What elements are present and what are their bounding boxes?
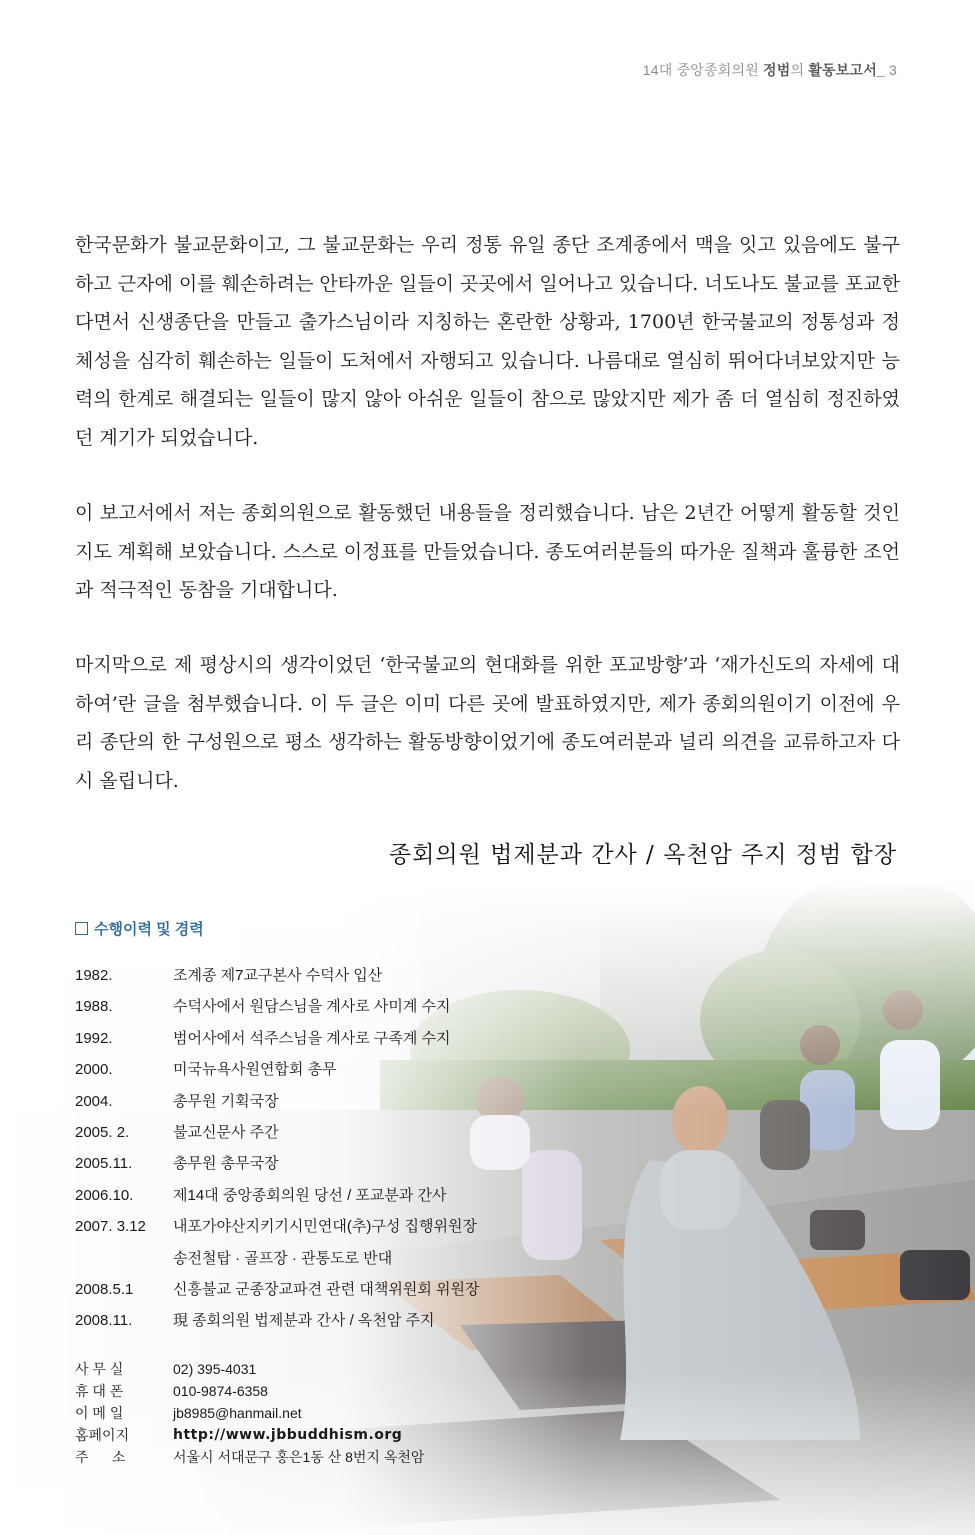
office-phone: 02) 395-4031 <box>173 1361 257 1377</box>
career-row <box>75 1211 479 1242</box>
career-row <box>75 1148 479 1179</box>
career-row <box>75 960 479 991</box>
career-year: 2004. <box>75 1092 113 1110</box>
contact-row-mobile <box>75 1380 424 1402</box>
contact-row-homepage <box>75 1424 424 1446</box>
career-row <box>75 1054 479 1085</box>
career-year: 2008.11. <box>75 1312 133 1330</box>
section-title <box>75 918 204 939</box>
career-year <box>75 1243 173 1274</box>
career-year: 2005.11. <box>75 1155 133 1173</box>
contact-label: 이 메 일 <box>75 1405 124 1421</box>
career-year: 1992. <box>75 1029 113 1047</box>
career-row <box>75 1117 479 1148</box>
career-row <box>75 1023 479 1054</box>
career-year: 2008.5.1 <box>75 1280 134 1298</box>
page-header <box>643 60 897 80</box>
email-link[interactable]: jb8985@hanmail.net <box>173 1405 302 1421</box>
paragraph-3: 마지막으로 제 평상시의 생각이었던 ‘한국불교의 현대화를 위한 포교방향’과 ‘재가신도의 자세에 대하여’란 글을 첨부했습니다. 이 두 글은 이미 다른 곳에 발표하였지만, 제가 종회의원이기 이전에 우리 종단의 한 구성원으로 평소 생각하는 활동방향이었기에 종도여러분과 널리 의견을 교류하고자 다시 올립니다. <box>75 654 900 792</box>
career-year: 1982. <box>75 967 113 984</box>
career-year: 2000. <box>75 1061 113 1079</box>
career-desc: 제14대 중앙종회의원 당선 / 포교분과 간사 <box>173 1186 447 1204</box>
contact-label: 주 소 <box>75 1449 126 1465</box>
contact-row-address <box>75 1446 424 1468</box>
career-desc: 불교신문사 주간 <box>173 1123 279 1141</box>
career-desc: 미국뉴욕사원연합회 총무 <box>173 1061 337 1079</box>
paragraph-2: 이 보고서에서 저는 종회의원으로 활동했던 내용들을 정리했습니다. 남은 2년간 어떻게 활동할 것인지도 계획해 보았습니다. 스스로 이정표를 만들었습니다. 종도여러분들의 따가운 질책과 훌륭한 조언과 적극적인 동참을 기대합니다. <box>75 502 900 601</box>
section-title-text: 수행이력 및 경력 <box>94 921 204 938</box>
header-prefix: 14대 중앙종회의원 <box>642 62 764 78</box>
career-desc: 총무원 기획국장 <box>173 1092 279 1110</box>
career-desc: 총무원 총무국장 <box>173 1155 279 1173</box>
career-row <box>75 1180 479 1211</box>
checkbox-square-icon <box>75 922 88 935</box>
contact-label: 사 무 실 <box>75 1361 124 1377</box>
career-desc: 범어사에서 석주스님을 계사로 구족계 수지 <box>173 1029 451 1047</box>
contact-label: 홈페이지 <box>75 1427 130 1443</box>
contact-label: 휴 대 폰 <box>75 1383 124 1399</box>
address: 서울시 서대문구 홍은1동 산 8번지 옥천암 <box>173 1449 425 1465</box>
header-particle: 의 <box>790 62 809 78</box>
career-row <box>75 1305 479 1336</box>
career-list <box>75 960 479 1337</box>
career-desc: 現 종회의원 법제분과 간사 / 옥천암 주지 <box>173 1312 435 1330</box>
career-row <box>75 991 479 1022</box>
career-desc: 내포가야산지키기시민연대(추)구성 집행위원장 <box>173 1218 477 1236</box>
signature: 종회의원 법제분과 간사 / 옥천암 주지 정범 합장 <box>388 842 897 868</box>
career-year: 2007. 3.12 <box>75 1218 146 1236</box>
career-year: 2006.10. <box>75 1186 134 1204</box>
career-row <box>75 1243 479 1274</box>
career-row <box>75 1274 479 1305</box>
homepage-link[interactable]: http://www.jbbuddhism.org <box>173 1427 403 1443</box>
career-row <box>75 1086 479 1117</box>
mobile-phone: 010-9874-6358 <box>173 1383 268 1399</box>
contact-info <box>75 1358 424 1468</box>
career-year: 2005. 2. <box>75 1123 130 1141</box>
career-desc: 조계종 제7교구본사 수덕사 입산 <box>173 967 383 984</box>
career-desc: 송전철탑 · 골프장 · 관통도로 반대 <box>173 1249 393 1267</box>
career-desc: 수덕사에서 원담스님을 계사로 사미계 수지 <box>173 998 451 1016</box>
career-year: 1988. <box>75 998 113 1016</box>
header-name: 정범 <box>763 62 791 78</box>
header-report: 활동보고서_ <box>808 62 885 78</box>
contact-row-email <box>75 1402 424 1424</box>
paragraph-1: 한국문화가 불교문화이고, 그 불교문화는 우리 정통 유일 종단 조계종에서 맥을 잇고 있음에도 불구하고 근자에 이를 훼손하려는 안타까운 일들이 곳곳에서 일어나고 있습니다. 너도나도 불교를 포교한다면서 신생종단을 만들고 출가스님이라 지칭하는 혼란한 상황과, 1700년 한국불교의 정통성과 정체성을 심각히 훼손하는 일들이 도처에서 자행되고 있습니다. 나름대로 열심히 뛰어다녀보았지만 능력의 한계로 해결되는 일들이 많지 않아 아쉬운 일들이 참으로 많았지만 제가 좀 더 열심히 정진하였던 계기가 되었습니다. <box>75 234 900 449</box>
contact-row-office <box>75 1358 424 1380</box>
career-desc: 신흥불교 군종장교파견 관련 대책위원회 위원장 <box>173 1280 480 1298</box>
page-number: 3 <box>884 62 897 78</box>
